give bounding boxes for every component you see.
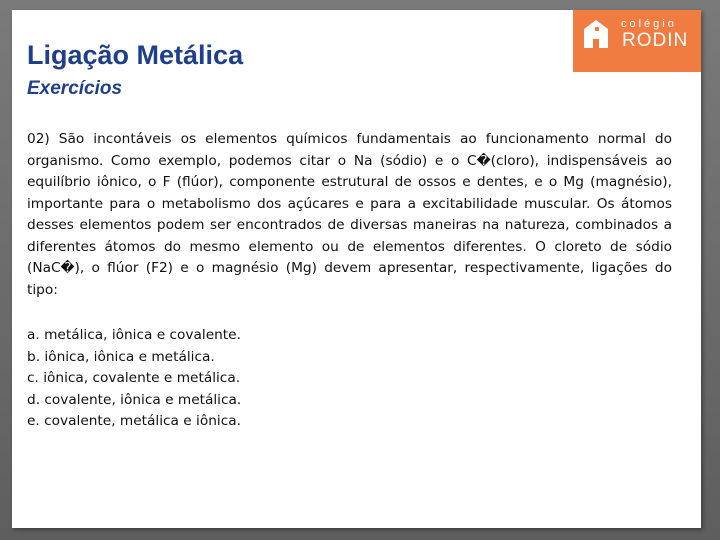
option-e: e. covalente, metálica e iônica.: [27, 413, 241, 429]
option-b: b. iônica, iônica e metálica.: [27, 348, 215, 365]
option-d: d. covalente, iônica e metálica.: [27, 391, 242, 408]
answer-options: [27, 325, 241, 433]
option-c: c. iônica, covalente e metálica.: [27, 370, 241, 386]
house-icon: [581, 17, 611, 51]
question-text: 02) São incontáveis os elementos químicos fundamentais ao funcionamento normal do organismo. Como exemplo, podemos citar o Na (sódio) e o C�(cloro), indispensáveis ao equilíbrio iônico, o F (flúor), componente estrutural de ossos e dentes, e o Mg (magnésio), importante para o metabolismo dos açúcares e para a excitabilidade muscular. Os átomos desses elementos podem ser encontrados de diversas maneiras na natureza, combinados a diferentes átomos do mesmo elemento ou de elementos diferentes. O cloreto de sódio (NaC�), o flúor (F2) e o magnésio (Mg) devem apresentar, respectivamente, ligações do tipo:: [27, 131, 672, 298]
option-a: a. metálica, iônica e covalente.: [27, 327, 241, 343]
page-title: Ligação Metálica: [27, 40, 244, 70]
logo-college-text: colégio: [621, 18, 677, 30]
logo-brand-text: RODIN: [622, 30, 689, 51]
page-subtitle: Exercícios: [27, 78, 123, 99]
